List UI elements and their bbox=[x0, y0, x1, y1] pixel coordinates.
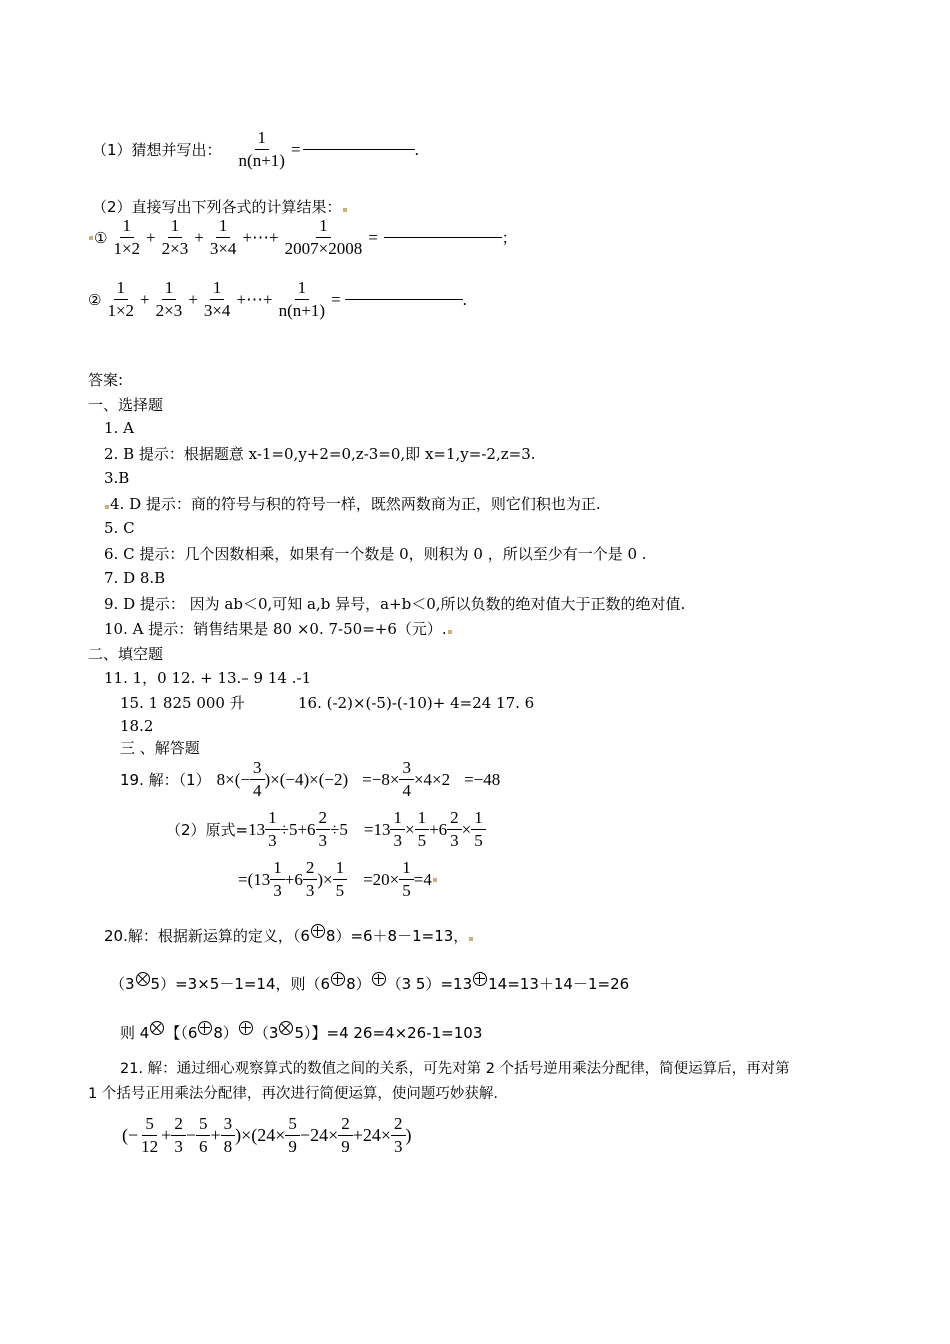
fraction-term: $\frac{1}{3\times 4}$ bbox=[203, 278, 231, 320]
q1-line: （1）猜想并写出： $\frac{1}{n(n+1)}$ = . bbox=[92, 128, 419, 170]
circled-times-icon bbox=[279, 1021, 293, 1035]
circled-plus-icon bbox=[239, 1021, 253, 1035]
fraction-term: $\frac{1}{3\times 4}$ bbox=[209, 216, 237, 258]
answer-3: 3.B bbox=[104, 469, 130, 487]
q2-item1: ① $\frac{1}{1\times 2}$ + $\frac{1}{2\times 3}$ + $\frac{1}{3\times 4}$ +⋯+ $\frac{1}{2007\times 2008}$ = ； bbox=[88, 216, 517, 259]
circled-plus-icon bbox=[372, 972, 386, 986]
circled-times-icon bbox=[150, 1021, 164, 1035]
answer-4: 4. D 提示：商的符号与积的符号一样，既然两数商为正，则它们积也为正. bbox=[104, 494, 601, 514]
answer-20-line3: 则 4 【（6 8） （3 5）】=4 26=4×26-1=103 bbox=[120, 1021, 482, 1043]
answer-16-17: 16. (-2)×(-5)-(-10)+ 4=24 17. 6 bbox=[298, 694, 535, 712]
answer-7-8: 7. D 8.B bbox=[104, 569, 166, 587]
fraction-term: $\frac{1}{1\times 2}$ bbox=[107, 278, 135, 320]
section-fill: 二、填空题 bbox=[88, 645, 164, 663]
answer-21-line2: 1 个括号正用乘法分配律，再次进行简便运算，使问题巧妙获解. bbox=[88, 1086, 498, 1102]
answer-15: 15. 1 825 000 升 bbox=[120, 694, 245, 712]
answer-19-part2-line2: =(13 $\frac{1}{3}$ +6 $\frac{2}{3}$ )× $\frac{1}{5}$ =20× $\frac{1}{5}$ =4 bbox=[238, 858, 438, 901]
section-choice: 一、选择题 bbox=[88, 396, 164, 414]
equals: = bbox=[290, 139, 301, 159]
q1-label: （1）猜想并写出： bbox=[92, 141, 222, 159]
circled-plus-icon bbox=[311, 924, 325, 938]
answer-blank bbox=[303, 149, 415, 150]
answers-heading: 答案: bbox=[88, 371, 124, 389]
circled-plus-icon bbox=[198, 1021, 212, 1035]
q2-item2: ② $\frac{1}{1\times 2}$ + $\frac{1}{2\times 3}$ + $\frac{1}{3\times 4}$ +⋯+ $\frac{1}{n(n+1)}$ = . bbox=[88, 278, 467, 320]
answer-blank bbox=[345, 299, 463, 300]
answer-20-line2: （3 5）=3×5－1=14，则（6 8） （3 5）=13 14=13＋14－1=26 bbox=[110, 972, 629, 994]
q2-label: （2）直接写出下列各式的计算结果： bbox=[92, 197, 348, 217]
answer-21-line1: 21. 解：通过细心观察算式的数值之间的关系，可先对第 2 个括号逆用乘法分配律，简便运算后，再对第 bbox=[120, 1061, 790, 1077]
answer-18: 18.2 bbox=[120, 717, 154, 735]
fraction-term: $\frac{1}{2\times 3}$ bbox=[155, 278, 183, 320]
answer-21-expression: (− $\frac{5}{12}$ + $\frac{2}{3}$ − $\frac{5}{6}$ + $\frac{3}{8}$ )×(24× $\frac{5}{9}$ −24× $\frac{2}{9}$ +24× $\frac{2}{3}$ ) bbox=[122, 1114, 412, 1156]
fraction-term: $\frac{1}{2007\times 2008}$ bbox=[284, 216, 363, 258]
fraction-term: $\frac{1}{2\times 3}$ bbox=[161, 216, 189, 258]
answer-19-part2: （2）原式= 13 $\frac{1}{3}$ ÷5+ 6 $\frac{2}{3}$ ÷5 =13 $\frac{1}{3}$ × $\frac{1}{5}$ +6 $\frac{2}{3}$ × $\frac{1}{5}$ bbox=[166, 808, 486, 851]
circled-plus-icon bbox=[473, 972, 487, 986]
answer-5: 5. C bbox=[104, 519, 135, 537]
fraction-term: $\frac{1}{1\times 2}$ bbox=[113, 216, 141, 258]
circled-times-icon bbox=[136, 972, 150, 986]
answer-1: 1. A bbox=[104, 419, 134, 437]
answer-6: 6. C 提示：几个因数相乘，如果有一个数是 0，则积为 0 ，所以至少有一个是 0 . bbox=[104, 545, 647, 563]
circled-plus-icon bbox=[331, 972, 345, 986]
answer-9: 9. D 提示： 因为 ab＜0,可知 a,b 异号，a+b＜0,所以负数的绝对值大于正数的绝对值. bbox=[104, 595, 686, 613]
answer-19-part1: 19. 解：（1） 8×(− $\frac{3}{4}$ )×(−4)×(−2) =−8× $\frac{3}{4}$ ×4×2 =−48 bbox=[120, 758, 501, 800]
q1-fraction: $\frac{1}{n(n+1)}$ bbox=[238, 128, 285, 170]
fraction-term: $\frac{1}{n(n+1)}$ bbox=[278, 278, 326, 320]
section-solve: 三 、解答题 bbox=[120, 739, 200, 757]
answer-11-14: 11. 1，0 12. + 13.– 9 14 .-1 bbox=[104, 669, 312, 687]
answer-blank bbox=[384, 237, 502, 238]
answer-10: 10. A 提示：销售结果是 80 ×0. 7-50=+6（元）. bbox=[104, 619, 453, 639]
answer-20-line1: 20.解：根据新运算的定义，（6 8）=6＋8－1=13， bbox=[104, 924, 474, 946]
answer-2: 2. B 提示：根据题意 x-1=0,y+2=0,z-3=0,即 x=1,y=-2,z=3. bbox=[104, 445, 536, 463]
